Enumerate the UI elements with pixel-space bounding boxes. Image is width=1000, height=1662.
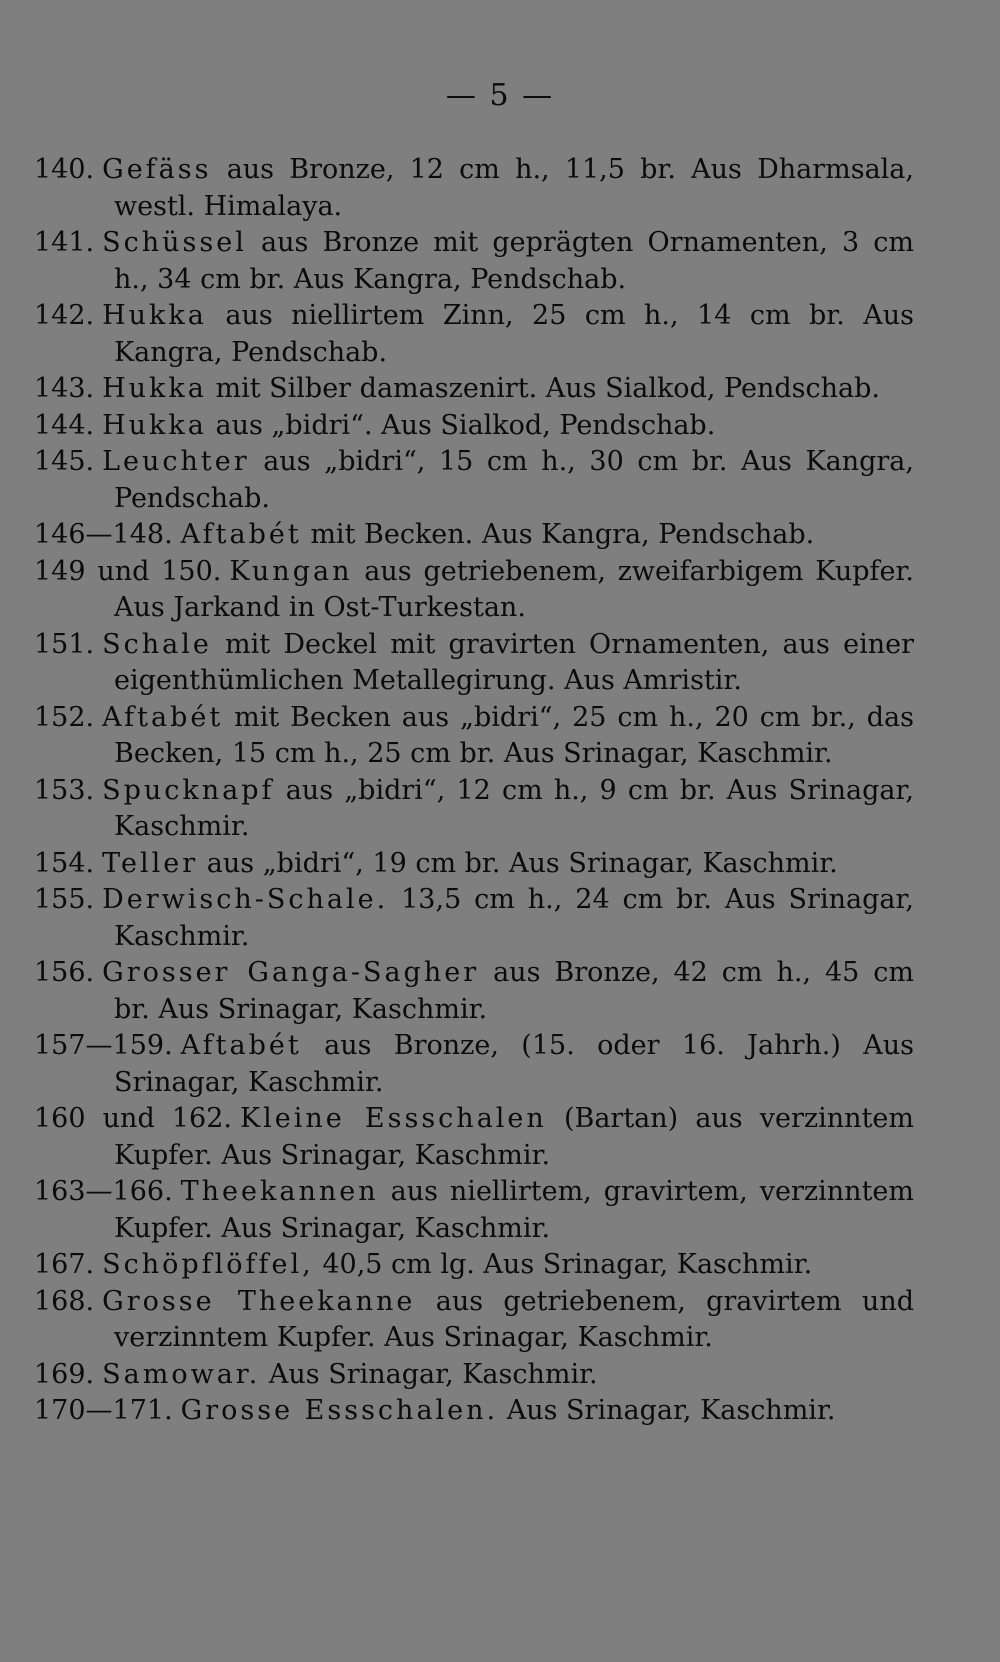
entry-description: Aus Srinagar, Kaschmir. <box>506 1395 836 1426</box>
entry-description: aus Bronze, 42 cm h., 45 cm br. Aus Srinagar, Kaschmir. <box>114 957 915 1025</box>
entry-description: aus „bidri“. Aus Sialkod, Pendschab. <box>215 409 716 441</box>
catalog-entry <box>34 1101 914 1174</box>
entry-number: 153. <box>34 774 95 806</box>
entry-keyword: Aftabét <box>180 519 302 550</box>
entry-number: 156. <box>34 957 95 988</box>
entry-keyword: Aftabét <box>180 1030 302 1061</box>
entry-description: aus niellirtem Zinn, 25 cm h., 14 cm br. Aus Kangra, Pendschab. <box>114 300 914 368</box>
entry-keyword: Grosse Theekanne <box>102 1285 416 1317</box>
entry-number: 170—171. <box>34 1395 173 1426</box>
entry-description: aus „bidri“, 15 cm h., 30 cm br. Aus Kangra, Pendschab. <box>114 446 914 514</box>
entry-keyword: Hukka <box>102 409 207 441</box>
catalog-entry <box>34 225 914 298</box>
entry-description: aus niellirtem, gravirtem, verzinntem Kupfer. Aus Srinagar, Kaschmir. <box>114 1176 914 1244</box>
entry-number: 149 und 150. <box>34 555 222 587</box>
entry-description: Aus Srinagar, Kaschmir. <box>268 1358 598 1390</box>
entry-keyword: Kleine Essschalen <box>239 1103 547 1134</box>
entry-number: 157—159. <box>34 1030 173 1061</box>
entry-number: 154. <box>34 847 95 879</box>
entry-keyword: Leuchter <box>102 446 250 477</box>
entry-description: (Bartan) aus verzinntem Kupfer. Aus Srinagar, Kaschmir. <box>114 1103 914 1171</box>
entry-keyword: Spucknapf <box>102 774 275 806</box>
entry-keyword: Gefäss <box>102 154 212 185</box>
entry-description: aus Bronze, (15. oder 16. Jahrh.) Aus Srinagar, Kaschmir. <box>114 1030 914 1098</box>
entry-number: 141. <box>34 227 95 258</box>
entry-number: 144. <box>34 409 95 441</box>
entry-description: 40,5 cm lg. Aus Srinagar, Kaschmir. <box>322 1249 813 1280</box>
entry-description: mit Becken. Aus Kangra, Pendschab. <box>310 519 815 550</box>
entry-number: 168. <box>34 1285 95 1317</box>
catalog-entry <box>34 1393 914 1430</box>
entry-number: 163—166. <box>34 1176 173 1207</box>
catalog-entry <box>34 1357 914 1394</box>
catalog-entry <box>34 152 914 225</box>
entry-number: 151. <box>34 628 95 660</box>
entry-description: mit Deckel mit gravirten Ornamenten, aus einer eigenthümlichen Metallegirung. Aus Amristir. <box>114 628 914 696</box>
entry-keyword: Schale <box>102 628 212 660</box>
catalog-entry <box>34 1174 914 1247</box>
entry-keyword: Theekannen <box>180 1176 379 1207</box>
entry-number: 152. <box>34 701 95 733</box>
entry-number: 167. <box>34 1249 95 1280</box>
catalog-entry <box>34 846 914 883</box>
catalog-entry <box>34 517 914 554</box>
entry-description: mit Silber damaszenirt. Aus Sialkod, Pendschab. <box>215 373 880 404</box>
catalog-entry <box>34 1284 914 1357</box>
catalog-entry <box>34 298 914 371</box>
entry-keyword: Samowar. <box>102 1358 261 1390</box>
catalog-entry <box>34 1028 914 1101</box>
entry-description: mit Becken aus „bidri“, 25 cm h., 20 cm br., das Becken, 15 cm h., 25 cm br. Aus Srinagar, Kaschmir. <box>114 701 914 769</box>
entry-keyword: Derwisch-Schale. <box>102 884 389 915</box>
catalog-entry <box>34 955 914 1028</box>
entry-keyword: Kungan <box>229 555 353 587</box>
entry-number: 160 und 162. <box>34 1103 232 1134</box>
entry-description: aus Bronze mit geprägten Ornamenten, 3 cm h., 34 cm br. Aus Kangra, Pendschab. <box>114 227 914 295</box>
entry-number: 140. <box>34 154 95 185</box>
catalog-entries <box>34 152 914 1430</box>
entry-description: aus „bidri“, 12 cm h., 9 cm br. Aus Srinagar, Kaschmir. <box>114 774 914 842</box>
catalog-entry <box>34 444 914 517</box>
catalog-entry <box>34 1247 914 1284</box>
entry-description: aus Bronze, 12 cm h., 11,5 br. Aus Dharmsala, westl. Himalaya. <box>114 154 914 222</box>
catalog-entry <box>34 554 914 627</box>
page-number: — 5 — <box>445 78 555 113</box>
catalog-entry <box>34 627 914 700</box>
entry-number: 146—148. <box>34 519 173 550</box>
entry-keyword: Grosse Essschalen. <box>180 1395 499 1426</box>
entry-description: 13,5 cm h., 24 cm br. Aus Srinagar, Kaschmir. <box>114 884 914 952</box>
entry-keyword: Hukka <box>102 300 207 331</box>
entry-keyword: Grosser Ganga-Sagher <box>102 957 480 988</box>
entry-description: aus getriebenem, zweifarbigem Kupfer. Aus Jarkand in Ost-Turkestan. <box>114 555 914 623</box>
entry-description: aus getriebenem, gravirtem und verzinntem Kupfer. Aus Srinagar, Kaschmir. <box>114 1285 914 1353</box>
catalog-entry <box>34 882 914 955</box>
entry-keyword: Hukka <box>102 373 207 404</box>
catalog-entry <box>34 371 914 408</box>
entry-number: 142. <box>34 300 95 331</box>
entry-keyword: Schüssel <box>102 227 247 258</box>
entry-number: 155. <box>34 884 95 915</box>
entry-keyword: Schöpflöffel, <box>102 1249 314 1280</box>
entry-keyword: Teller <box>102 847 199 879</box>
entry-number: 169. <box>34 1358 95 1390</box>
entry-number: 143. <box>34 373 95 404</box>
entry-number: 145. <box>34 446 95 477</box>
entry-keyword: Aftabét <box>102 701 224 733</box>
entry-description: aus „bidri“, 19 cm br. Aus Srinagar, Kaschmir. <box>206 847 838 879</box>
catalog-entry <box>34 700 914 773</box>
catalog-entry <box>34 408 914 445</box>
catalog-entry <box>34 773 914 846</box>
